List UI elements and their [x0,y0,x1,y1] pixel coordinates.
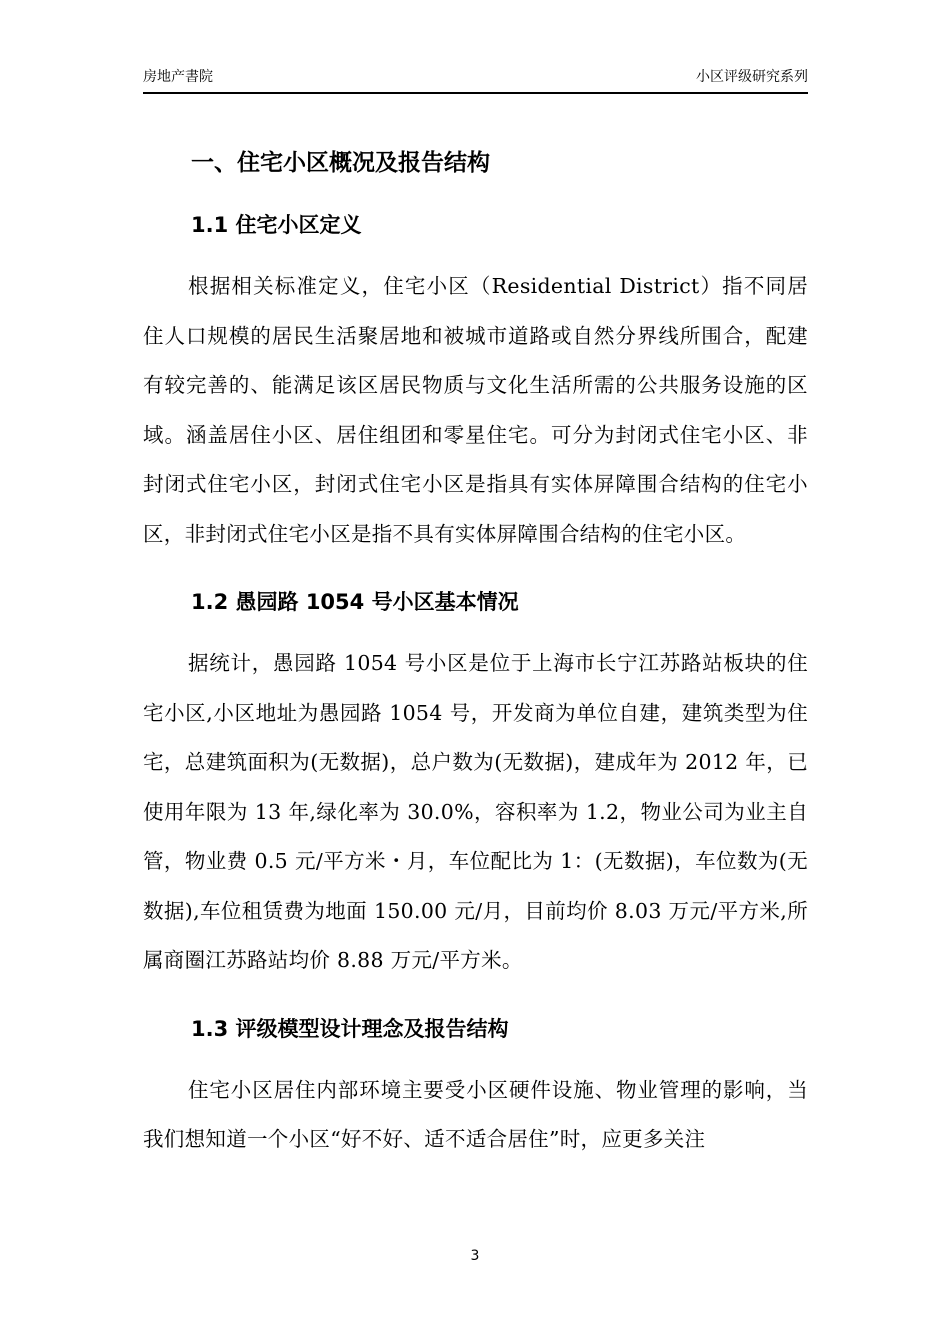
section-heading-1-1: 1.1 住宅小区定义 [191,213,362,237]
chapter-title: 一、住宅小区概况及报告结构 [191,150,490,176]
header-publisher: 房地产書院 [143,69,213,85]
section-paragraph-1-3: 住宅小区居住内部环境主要受小区硬件设施、物业管理的影响，当我们想知道一个小区“好不好、适不适合居住”时，应更多关注 [143,1077,808,1151]
document-body [143,140,808,1165]
section-paragraph-1-1: 根据相关标准定义，住宅小区（Residential District）指不同居住人口规模的居民生活聚居地和被城市道路或自然分界线所围合，配建有较完善的、能满足该区居民物质与文化生活所需的公共服务设施的区域。涵盖居住小区、居住组团和零星住宅。可分为封闭式住宅小区、非封闭式住宅小区，封闭式住宅小区是指具有实体屏障围合结构的住宅小区，非封闭式住宅小区是指不具有实体屏障围合结构的住宅小区。 [143,274,808,546]
page-number: 3 [470,1248,480,1264]
page-header [143,64,808,94]
section-heading-1-3: 1.3 评级模型设计理念及报告结构 [191,1016,509,1041]
section-heading-1-2: 1.2 愚园路 1054 号小区基本情况 [191,590,519,614]
section-paragraph-1-2: 据统计，愚园路 1054 号小区是位于上海市长宁江苏路站板块的住宅小区,小区地址为愚园路 1054 号，开发商为单位自建，建筑类型为住宅，总建筑面积为(无数据)，总户数为(无数据)，建成年为 2012 年，已使用年限为 13 年,绿化率为 30.0%，容积率为 1.2，物业公司为业主自管，物业费 0.5 元/平方米・月，车位配比为 1：(无数据)，车位数为(无数据),车位租赁费为地面 150.00 元/月，目前均价 8.03 万元/平方米,所属商圈江苏路站均价 8.88 万元/平方米。 [143,651,808,972]
header-series-title: 小区评级研究系列 [696,69,808,85]
